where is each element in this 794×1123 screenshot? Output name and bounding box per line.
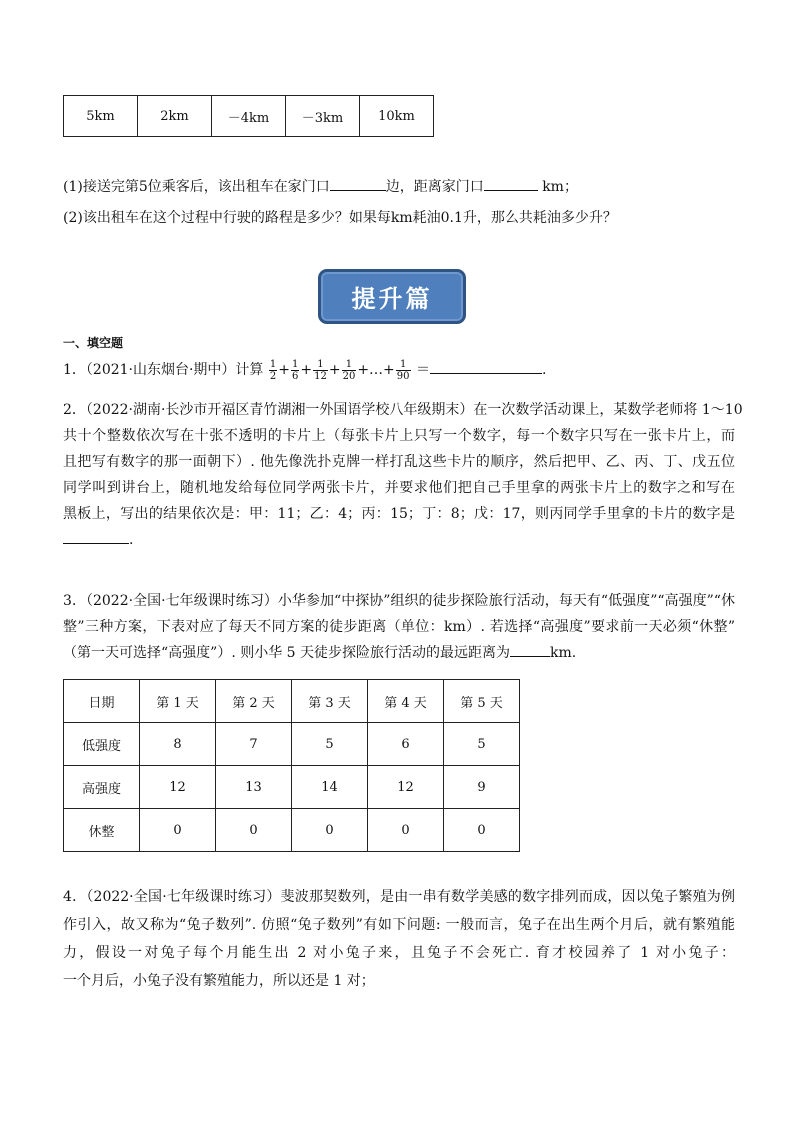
table-cell: 12 (140, 766, 216, 809)
table-cell: 0 (368, 809, 444, 852)
table-header-cell: 日期 (64, 680, 140, 723)
problem-4 (63, 883, 735, 995)
equals-sign: ＝ (415, 362, 430, 378)
problem-line: 一个月后，小兔子没有繁殖能力，所以还是 1 对； (63, 973, 375, 989)
table-row (64, 96, 434, 137)
question-text: 边，距离家门口 (385, 179, 484, 195)
table-header-cell: 第 5 天 (444, 680, 520, 723)
table-row (64, 809, 520, 852)
question-1 (63, 176, 578, 197)
numerator: 1 (342, 359, 357, 371)
problem-3 (63, 588, 735, 666)
denominator: 2 (269, 370, 277, 382)
problem-text: 1．（2021·山东烟台·期中）计算 (63, 362, 264, 378)
hike-distance-table (63, 679, 520, 852)
denominator: 90 (396, 370, 410, 382)
table-cell: －3km (286, 96, 360, 137)
table-header-cell: 第 3 天 (292, 680, 368, 723)
problem-line: 同学叫到讲台上，随机地发给每位同学两张卡片，并要求他们把自己手里拿的两张卡片上的数字之和写在 (63, 480, 735, 496)
answer-blank (330, 176, 386, 191)
section-heading: 一、填空题 (63, 336, 124, 350)
problem-line: 黑板上，写出的结果依次是：甲：11；乙：4；丙：15；丁：8；戊：17，则丙同学手里拿的卡片的数字是 (63, 506, 735, 522)
problem-line: 2．（2022·湖南·长沙市开福区青竹湖湘一外国语学校八年级期末）在一次数学活动课上，某数学老师将 1～10 (63, 402, 743, 418)
problem-text: km. (550, 645, 577, 661)
table-cell: 9 (444, 766, 520, 809)
problem-line: 共十个整数依次写在十张不透明的卡片上（每张卡片上只写一个数字，每一个数字只写在一张卡片上，而 (63, 428, 735, 444)
table-header-row (64, 680, 520, 723)
question-text: km； (542, 179, 578, 195)
plus-sign: + (278, 362, 290, 378)
problem-text: . (541, 362, 547, 378)
table-cell: 5km (64, 96, 138, 137)
problem-line: 作引入，故又称为“兔子数列”. 仿照“兔子数列”有如下问题: 一般而言，兔子在出生两个月后，就有繁殖能 (63, 917, 735, 933)
table-cell: －4km (212, 96, 286, 137)
problem-line: 整”三种方案，下表对应了每天不同方案的徒步距离（单位：km）. 若选择“高强度”要求前一天必须“休整” (63, 619, 735, 635)
table-cell: 13 (216, 766, 292, 809)
table-row (64, 766, 520, 809)
table-cell: 14 (292, 766, 368, 809)
table-cell: 10km (360, 96, 434, 137)
table-cell: 2km (138, 96, 212, 137)
table-cell: 0 (140, 809, 216, 852)
table-cell: 12 (368, 766, 444, 809)
distance-table (63, 95, 434, 137)
answer-blank (484, 176, 538, 191)
fraction (396, 359, 411, 382)
question-text: (1)接送完第5位乘客后，该出租车在家门口 (63, 179, 330, 195)
problem-line: 且把写有数字的那一面朝下）. 他先像洗扑克牌一样打乱这些卡片的顺序，然后把甲、乙、丙、丁、戊五位 (63, 454, 735, 470)
problem-line: 3．（2022·全国·七年级课时练习）小华参加“中探协”组织的徒步探险旅行活动，每天有“低强度”“高强度”“休 (63, 593, 735, 609)
table-cell: 0 (216, 809, 292, 852)
problem-line (63, 640, 735, 666)
fraction (291, 359, 299, 382)
numerator: 1 (396, 359, 411, 371)
table-header-cell: 第 4 天 (368, 680, 444, 723)
ellipsis: +…+ (357, 362, 395, 378)
problem-2 (63, 397, 743, 553)
table-cell: 5 (444, 723, 520, 766)
denominator: 6 (292, 370, 299, 382)
question-2: (2)该出租车在这个过程中行驶的路程是多少？如果每km耗油0.1升，那么共耗油多少升？ (63, 210, 617, 226)
table-cell: 5 (292, 723, 368, 766)
table-header-cell: 第 2 天 (216, 680, 292, 723)
table-cell: 6 (368, 723, 444, 766)
numerator: 1 (292, 358, 299, 370)
denominator: 20 (342, 370, 356, 382)
table-cell: 高强度 (64, 766, 140, 809)
fraction (342, 359, 357, 382)
problem-line (63, 527, 735, 553)
fraction (269, 359, 277, 382)
problem-line: 4．（2022·全国·七年级课时练习）斐波那契数列，是由一串有数学美感的数字排列而成，因以兔子繁殖为例 (63, 889, 735, 905)
table-header-cell: 第 1 天 (140, 680, 216, 723)
answer-blank (430, 359, 542, 374)
table-row (64, 723, 520, 766)
fraction (313, 359, 328, 382)
problem-1 (63, 354, 546, 386)
numerator: 1 (313, 359, 328, 371)
table-cell: 8 (140, 723, 216, 766)
table-cell: 0 (444, 809, 520, 852)
problem-text: （第一天可选择“高强度”）. 则小华 5 天徒步探险旅行活动的最远距离为 (63, 645, 511, 661)
plus-sign: + (300, 362, 313, 378)
table-cell: 7 (216, 723, 292, 766)
table-cell: 休整 (64, 809, 140, 852)
answer-blank (510, 642, 550, 657)
table-cell: 低强度 (64, 723, 140, 766)
numerator: 1 (269, 358, 277, 370)
denominator: 12 (314, 370, 327, 382)
problem-text: . (129, 532, 134, 548)
section-banner (318, 269, 466, 324)
table-cell: 0 (292, 809, 368, 852)
answer-blank (63, 529, 129, 544)
problem-line: 力，假设一对兔子每个月能生出 2 对小兔子来，且兔子不会死亡. 育才校园养了 1 对小兔子： (63, 945, 735, 961)
plus-sign: + (328, 362, 341, 378)
banner-title: 提升篇 (351, 285, 433, 313)
